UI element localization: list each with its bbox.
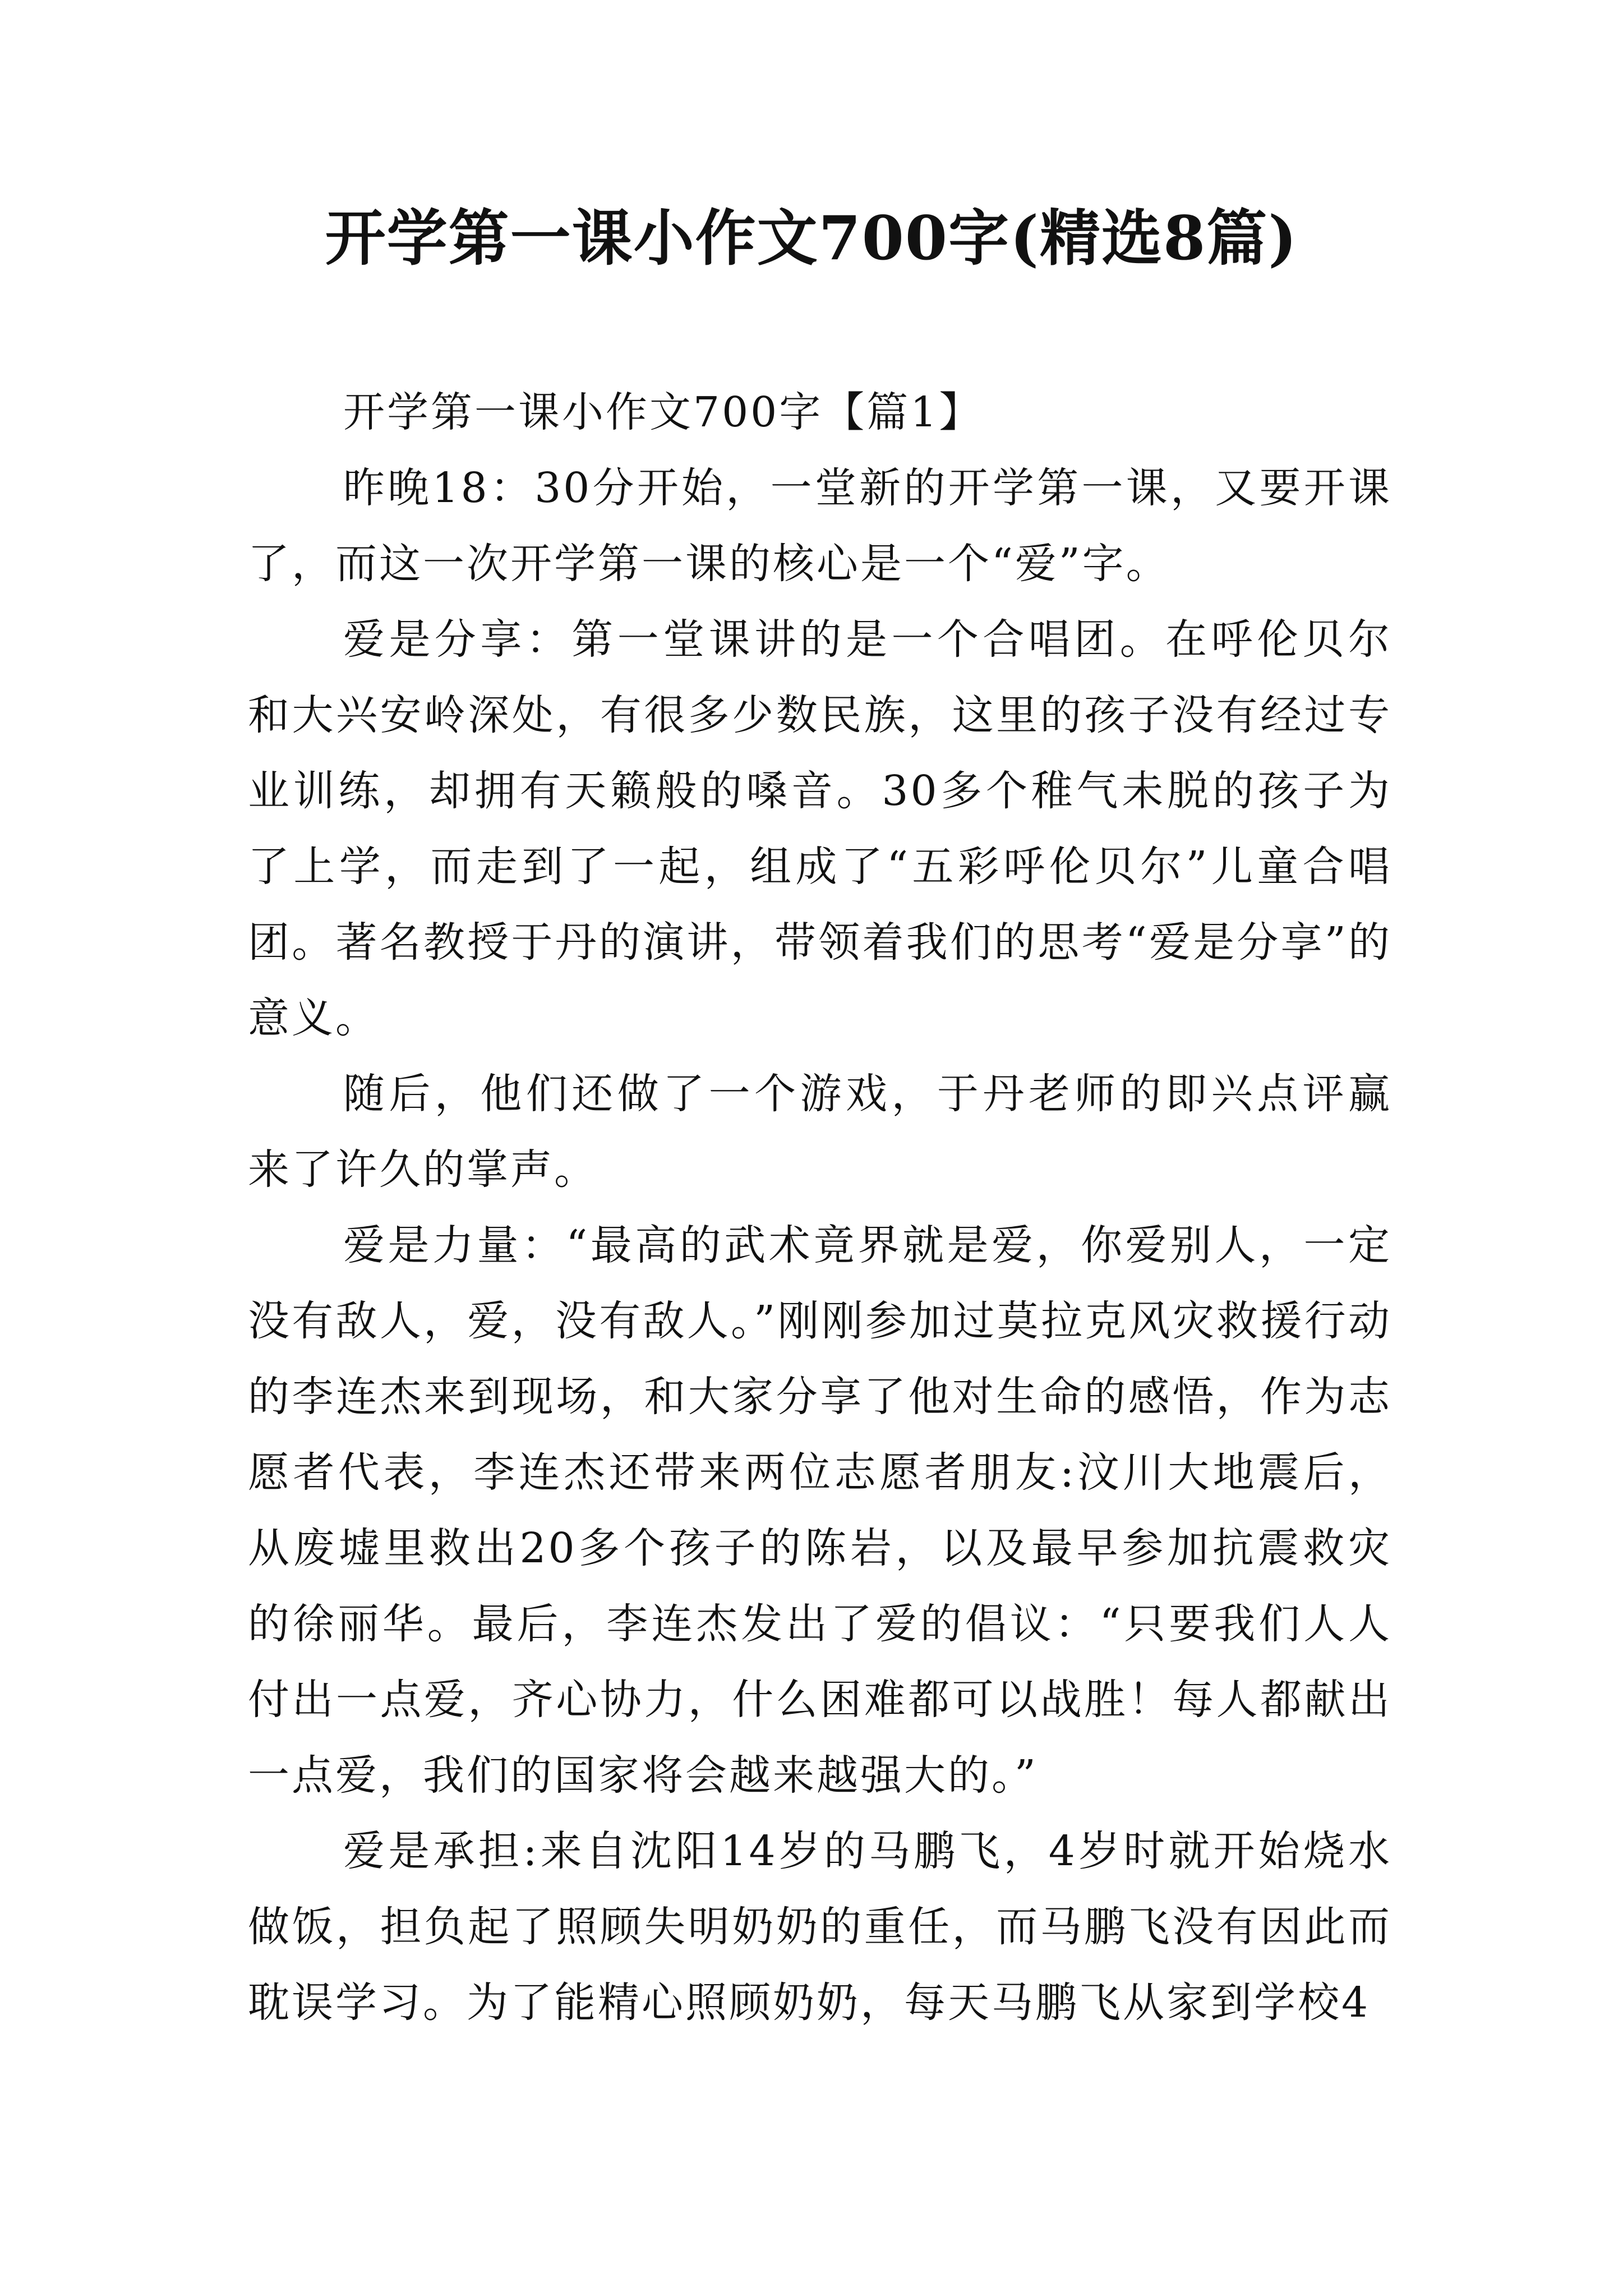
paragraph: 爱是分享：第一堂课讲的是一个合唱团。在呼伦贝尔和大兴安岭深处，有很多少数民族，这里的孩子没有经过专业训练，却拥有天籁般的嗓音。30多个稚气未脱的孩子为了上学，而走到了一起，组成了“五彩呼伦贝尔”儿童合唱团。著名教授于丹的演讲，带领着我们的思考“爱是分享”的意义。 (248, 615, 1392, 1042)
paragraph: 昨晚18：30分开始，一堂新的开学第一课，又要开课了，而这一次开学第一课的核心是一个“爱”字。 (248, 464, 1392, 588)
document-body (248, 375, 1392, 2041)
paragraph: 随后，他们还做了一个游戏，于丹老师的即兴点评赢来了许久的掌声。 (248, 1070, 1392, 1194)
paragraph: 爱是承担:来自沈阳14岁的马鹏飞，4岁时就开始烧水做饭，担负起了照顾失明奶奶的重任，而马鹏飞没有因此而耽误学习。为了能精心照顾奶奶，每天马鹏飞从家到学校4 (248, 1827, 1392, 2027)
section-heading: 开学第一课小作文700字【篇1】 (343, 388, 983, 436)
document-title: 开学第一课小作文700字(精选8篇) (325, 203, 1298, 274)
paragraph: 爱是力量：“最高的武术竟界就是爱，你爱别人，一定没有敌人，爱，没有敌人。”刚刚参加过莫拉克风灾救援行动的李连杰来到现场，和大家分享了他对生命的感悟，作为志愿者代表，李连杰还带来两位志愿者朋友:汶川大地震后，从废墟里救出20多个孩子的陈岩，以及最早参加抗震救灾的徐丽华。最后，李连杰发出了爱的倡议：“只要我们人人付出一点爱，齐心协力，什么困难都可以战胜！每人都献出一点爱，我们的国家将会越来越强大的。” (248, 1221, 1392, 1800)
